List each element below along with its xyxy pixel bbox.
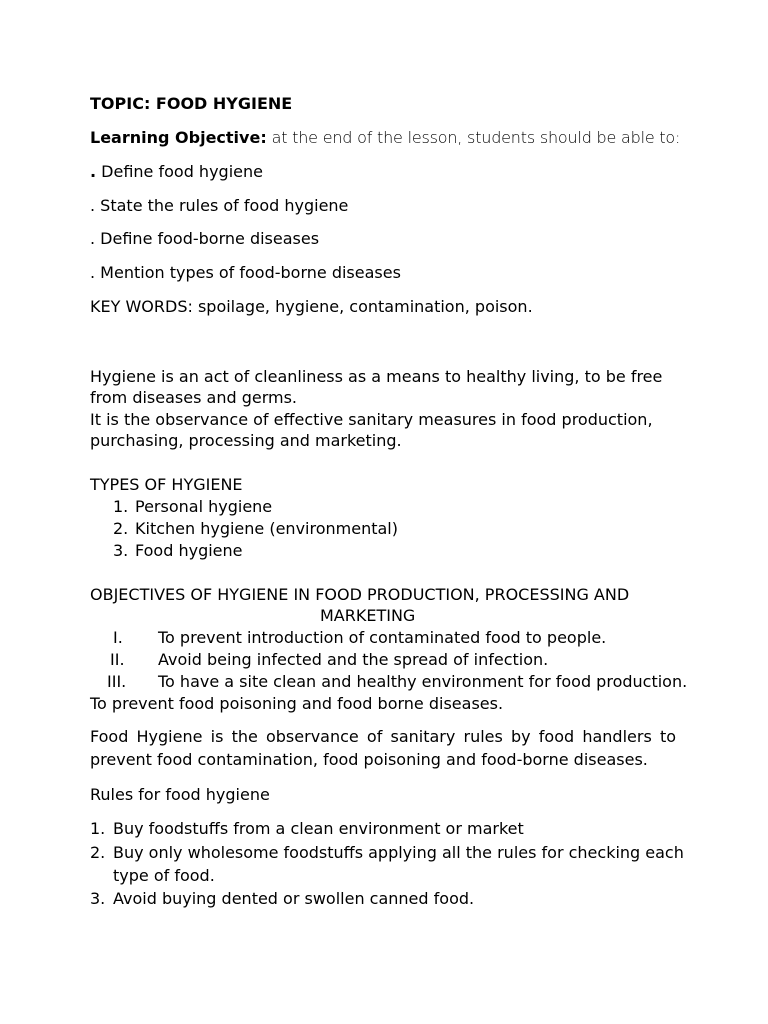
topic-heading: TOPIC: FOOD HYGIENE [90,94,293,113]
list-item: Buy only wholesome foodstuffs applying all the rules for checking each [113,843,684,862]
food-hygiene-definition [90,726,676,771]
hygiene-definition-line: It is the observance of effective sanitary measures in food production, [90,410,653,429]
learning-objective-label: Learning Objective: [90,128,267,147]
list-number: 1. [90,819,106,838]
list-item: Personal hygiene [135,497,273,516]
list-number: 3. [113,541,129,560]
key-words: KEY WORDS: spoilage, hygiene, contamination, poison. [90,297,533,316]
objectives-heading-continued: MARKETING [320,606,416,625]
list-number: 2. [113,519,129,538]
list-number: 2. [90,843,106,862]
objectives-heading: OBJECTIVES OF HYGIENE IN FOOD PRODUCTION, PROCESSING AND [90,585,630,604]
objective-bullet: . [90,229,96,248]
food-hygiene-definition-line: Food Hygiene is the observance of sanitary rules by food handlers to [90,727,676,746]
objective-item [90,161,263,183]
list-item: Kitchen hygiene (environmental) [135,519,398,538]
list-item: Food hygiene [135,541,243,560]
hygiene-definition-line: purchasing, processing and marketing. [90,431,402,450]
objective-bullet: . [90,162,97,181]
list-item: Avoid being infected and the spread of infection. [158,650,549,669]
rules-heading: Rules for food hygiene [90,785,270,804]
objective-text: Mention types of food-borne diseases [95,263,401,282]
hygiene-definition-line: Hygiene is an act of cleanliness as a means to healthy living, to be free [90,367,663,386]
roman-numeral: I. [113,628,123,647]
types-of-hygiene-heading: TYPES OF HYGIENE [90,475,243,494]
learning-objective [90,127,680,149]
list-item: Avoid buying dented or swollen canned food. [113,889,475,908]
objective-text: Define food hygiene [96,162,263,181]
learning-objective-text: at the end of the lesson, students should be able to: [266,128,681,147]
roman-numeral: II. [110,650,125,669]
objective-text: Define food-borne diseases [95,229,320,248]
objectives-trailing-text: To prevent food poisoning and food borne diseases. [90,694,504,713]
list-item: To prevent introduction of contaminated food to people. [158,628,607,647]
objective-item [90,195,348,217]
objective-item [90,262,401,284]
list-item: To have a site clean and healthy environment for food production. [158,672,688,691]
objective-item [90,228,319,250]
objective-text: State the rules of food hygiene [95,196,349,215]
list-number: 1. [113,497,129,516]
roman-numeral: III. [107,672,127,691]
hygiene-definition-line: from diseases and germs. [90,388,297,407]
list-item: Buy foodstuffs from a clean environment or market [113,819,524,838]
food-hygiene-definition-line: prevent food contamination, food poisoning and food-borne diseases. [90,750,648,769]
objective-bullet: . [90,263,96,282]
list-number: 3. [90,889,106,908]
objective-bullet: . [90,196,96,215]
list-item-continued: type of food. [113,866,215,885]
